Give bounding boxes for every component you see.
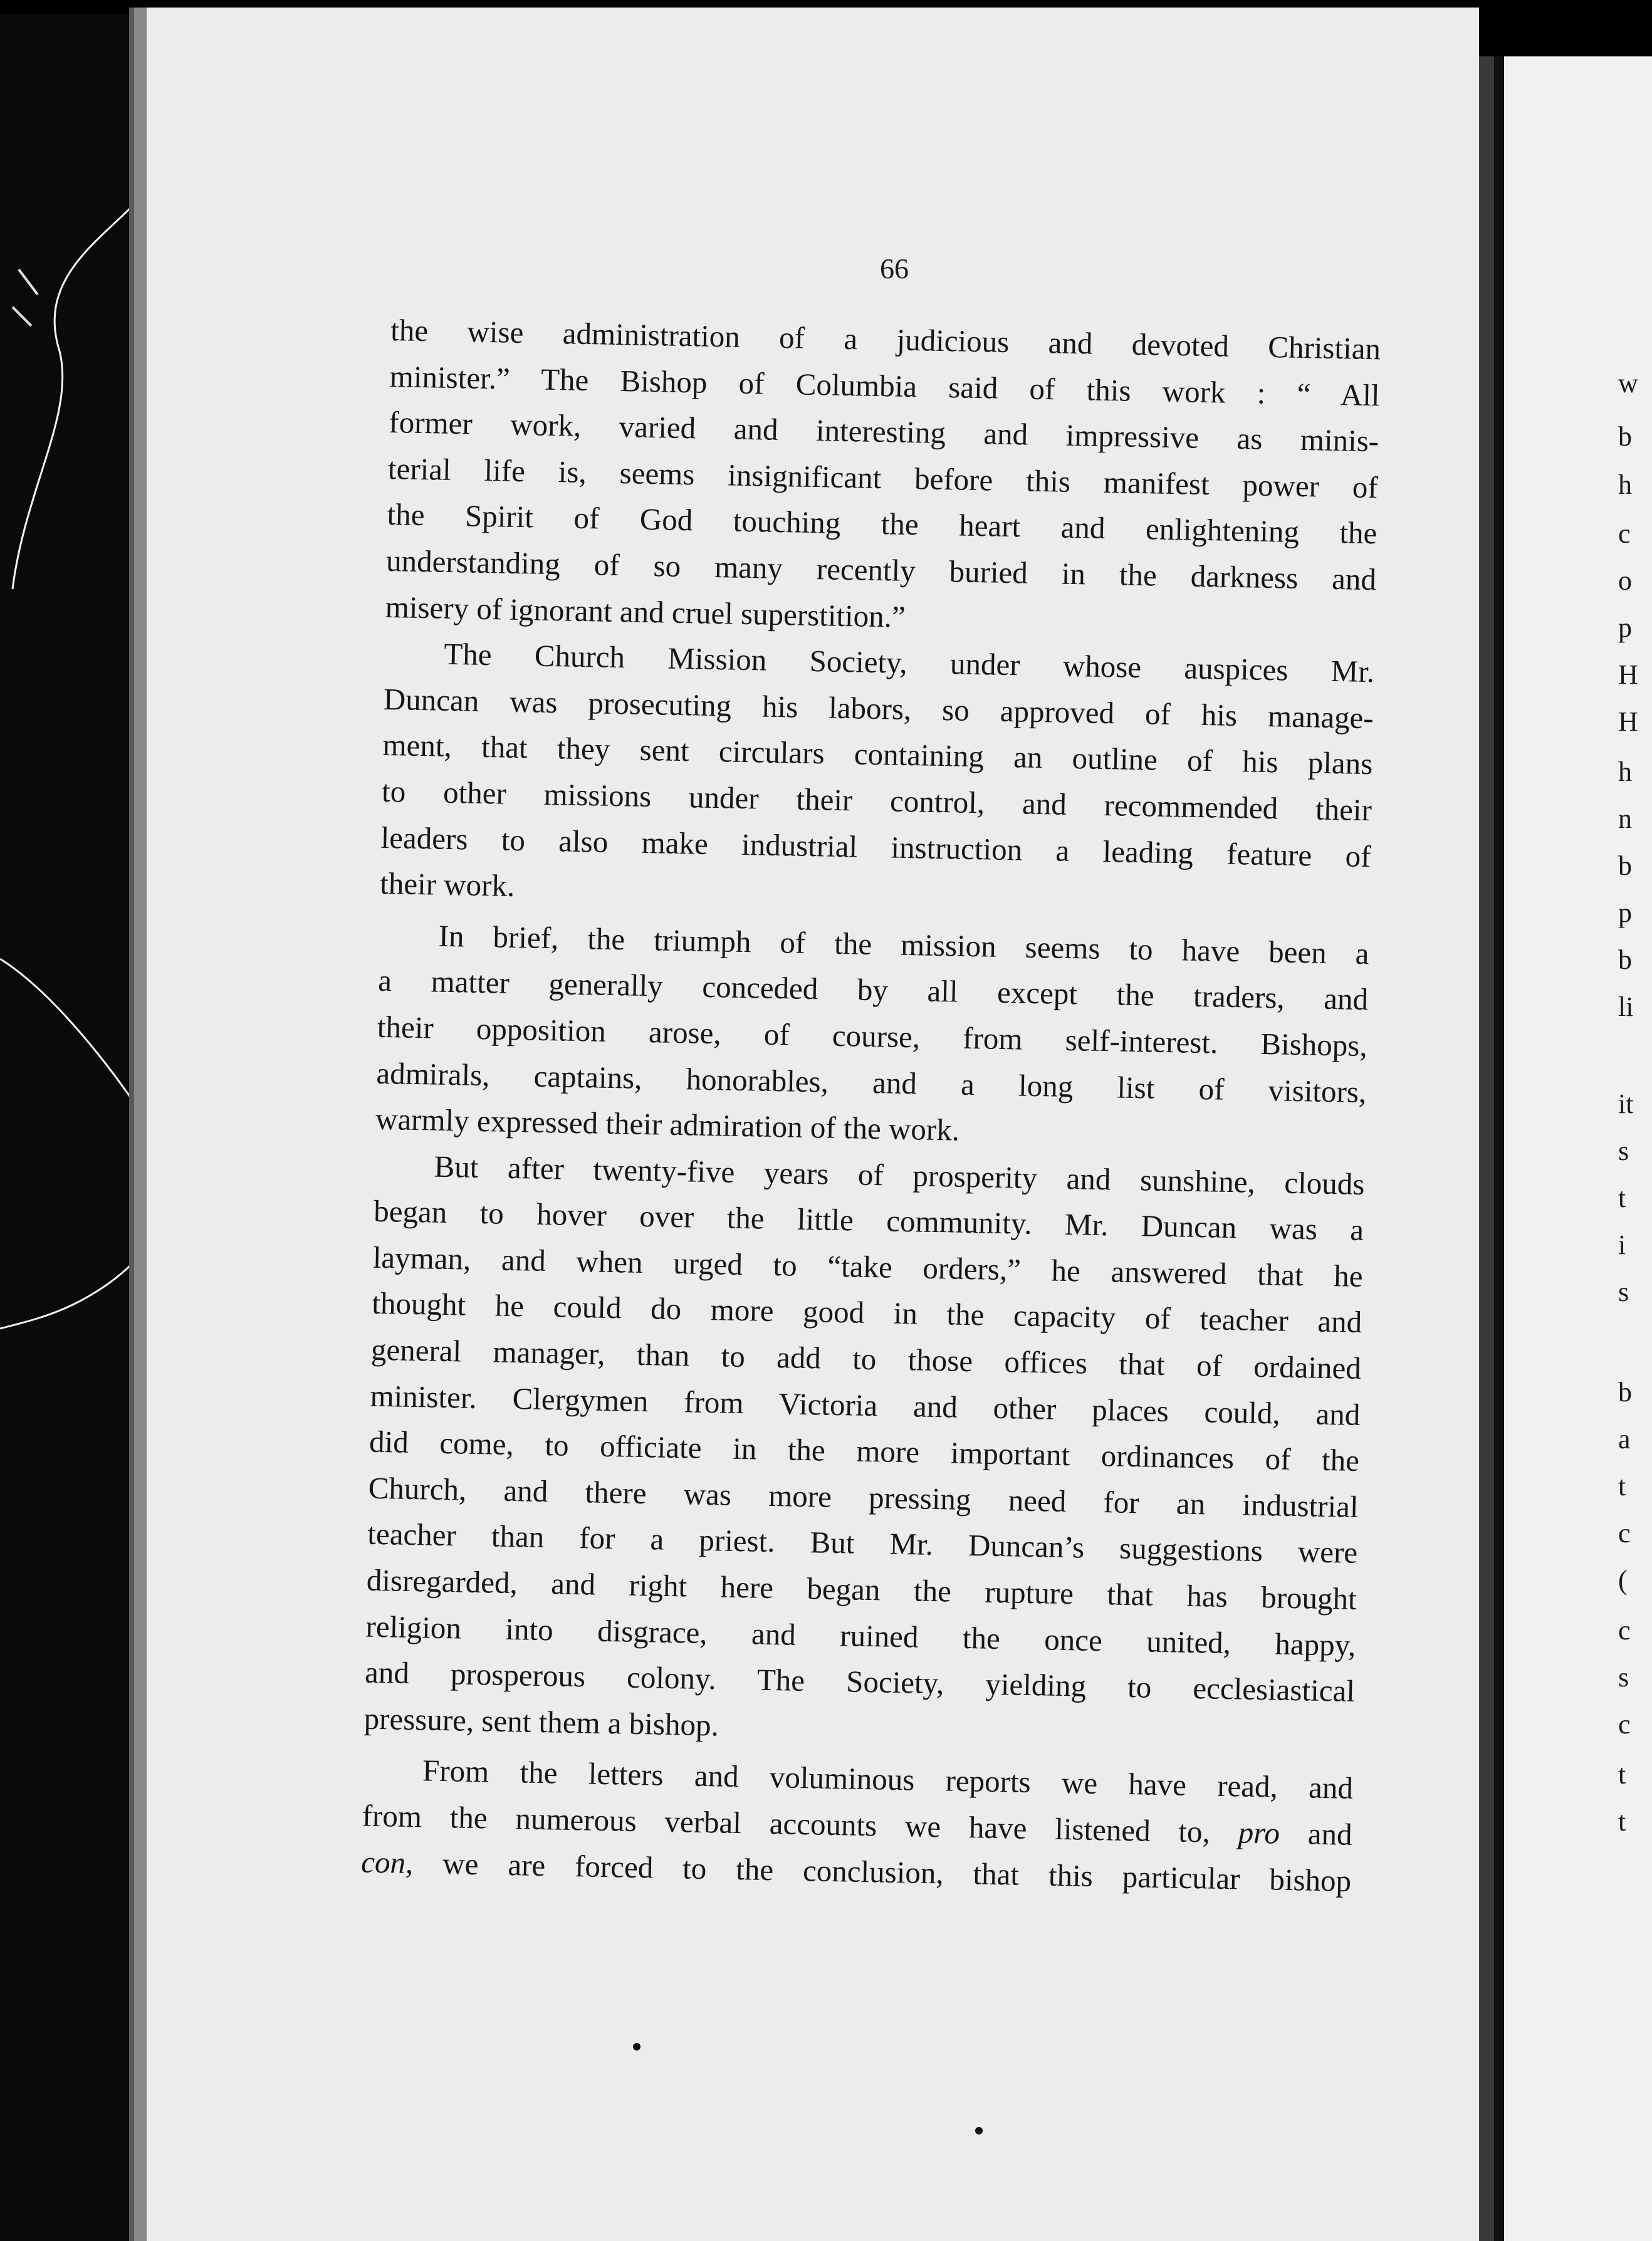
text-line: their work. [379, 865, 515, 904]
text-line: understanding of so many recently buried in the darkness and [385, 543, 1377, 597]
text-line: terial life is, seems insignificant before this manifest power of [387, 451, 1379, 505]
right-page-letter: h [1618, 756, 1632, 787]
page-body-text [361, 307, 1381, 1904]
right-page-letter: b [1618, 421, 1632, 452]
text-line: teacher than for a priest. But Mr. Duncan’s suggestions were [367, 1517, 1358, 1570]
right-page-letter: t [1618, 1806, 1626, 1837]
text-line: disregarded, and right here began the rupture that has brought [366, 1562, 1357, 1616]
text-line: the Spirit of God touching the heart and enlightening the [387, 497, 1378, 551]
right-page-letter: n [1618, 803, 1632, 834]
right-page-letter: ( [1618, 1565, 1628, 1596]
text-line: former work, varied and interesting and impressive as minis- [388, 405, 1379, 459]
text-line: thought he could do more good in the capacity of teacher and [371, 1286, 1362, 1340]
right-page-letter: b [1618, 1377, 1632, 1408]
right-page-letter: t [1618, 1183, 1626, 1213]
text-fragment: and [1307, 1816, 1353, 1852]
book-spine [1494, 56, 1504, 2241]
right-page-letter: c [1618, 1615, 1631, 1646]
right-page-letter: H [1618, 659, 1638, 690]
right-page-letter: it [1618, 1089, 1634, 1119]
paragraph-first-line: In brief, the triumph of the mission seems to have been a [438, 918, 1370, 971]
page-number: 66 [880, 253, 909, 285]
right-page-letter: h [1618, 469, 1632, 500]
text-line: and prosperous colony. The Society, yielding to ecclesiastical [364, 1654, 1356, 1709]
text-line: admirals, captains, honorables, and a long list of visitors, [376, 1055, 1367, 1109]
right-page-letter: s [1618, 1662, 1629, 1693]
text-line: ment, that they sent circulars containing an outline of his plans [382, 728, 1373, 781]
right-page-letter: c [1618, 1518, 1631, 1549]
right-page-letter: p [1618, 897, 1632, 928]
text-line: warmly expressed their admiration of the work. [375, 1101, 960, 1147]
right-page-letter: w [1618, 368, 1638, 399]
text-line: began to hover over the little community. Mr. Duncan was a [373, 1194, 1364, 1248]
right-page-letter: c [1618, 518, 1631, 549]
right-page-letter: t [1618, 1471, 1626, 1502]
text-line: did come, to officiate in the more important ordinances of the [369, 1424, 1360, 1478]
ink-speck [633, 2043, 640, 2050]
right-page-letter: b [1618, 850, 1632, 881]
text-line: Church, and there was more pressing need for an industrial [368, 1470, 1359, 1524]
text-line: a matter generally conceded by all except the traders, and [377, 963, 1369, 1017]
italic-word-con: con, [360, 1844, 414, 1880]
right-page-letter: i [1618, 1230, 1626, 1260]
text-line: religion into disgrace, and ruined the once united, happy, [365, 1609, 1356, 1663]
text-fragment: we are forced to the conclusion, that this particular bishop [442, 1846, 1352, 1898]
text-line: leaders to also make industrial instruction a leading feature of [380, 820, 1371, 874]
scan-top-right [1479, 0, 1652, 58]
right-page-letter: p [1618, 612, 1632, 643]
text-line: minister. Clergymen from Victoria and other places could, and [370, 1378, 1361, 1432]
text-line: their opposition arose, of course, from self-interest. Bishops, [377, 1009, 1368, 1063]
right-page-letter: t [1618, 1759, 1626, 1790]
right-page-letter: s [1618, 1277, 1629, 1307]
right-page-letter: s [1618, 1136, 1629, 1166]
right-page-letter: o [1618, 565, 1632, 596]
text-line: minister.” The Bishop of Columbia said of this work : “ All [389, 358, 1381, 412]
right-page-letter: H [1618, 706, 1638, 737]
right-page-letter: a [1618, 1424, 1631, 1455]
right-page-letter: li [1618, 991, 1634, 1022]
book-gutter [1479, 56, 1494, 2241]
ink-speck [975, 2127, 983, 2134]
paragraph-first-line: The Church Mission Society, under whose auspices Mr. [443, 636, 1375, 689]
right-page-letter: b [1618, 944, 1632, 975]
paragraph-first-line: From the letters and voluminous reports we have read, and [422, 1753, 1354, 1806]
page-edge [129, 8, 134, 2241]
text-line: misery of ignorant and cruel superstition.” [385, 589, 906, 634]
paragraph-first-line: But after twenty-five years of prosperity and sunshine, clouds [434, 1149, 1365, 1201]
right-page-letter: c [1618, 1709, 1631, 1740]
text-line: to other missions under their control, and recommended their [381, 773, 1372, 828]
text-line: general manager, than to add to those offices that of ordained [370, 1332, 1362, 1386]
text-line: the wise administration of a judicious and devoted Christian [390, 312, 1381, 367]
text-line: pressure, sent them a bishop. [363, 1701, 719, 1743]
text-fragment: from the numerous verbal accounts we have listened to, [362, 1798, 1211, 1849]
italic-word-pro: pro [1238, 1815, 1280, 1851]
text-line: layman, and when urged to “take orders,” he answered that he [372, 1240, 1364, 1293]
text-line: Duncan was prosecuting his labors, so approved of his manage- [383, 681, 1374, 735]
